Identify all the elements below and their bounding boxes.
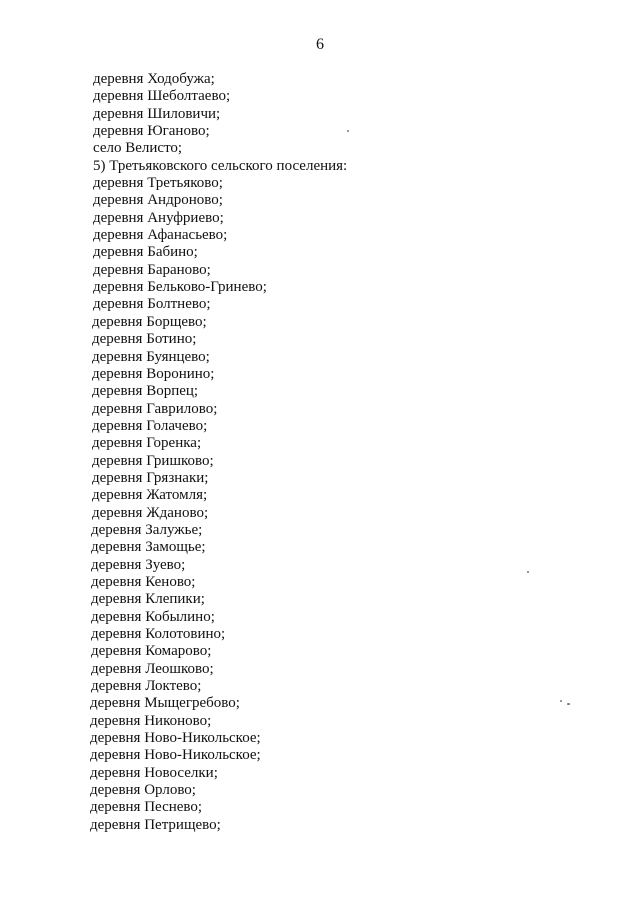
settlement-list-item: деревня Ново-Никольское; <box>90 730 261 747</box>
scan-speck <box>347 130 349 132</box>
settlement-list-item: деревня Бабино; <box>93 244 198 261</box>
settlement-list-item: 5) Третьяковского сельского поселения: <box>93 157 348 174</box>
settlement-list-item: деревня Комарово; <box>91 643 212 660</box>
settlement-list-item: деревня Ворпец; <box>92 383 199 400</box>
settlement-list-item: деревня Голачево; <box>92 417 208 434</box>
settlement-list-item: деревня Кобылино; <box>91 608 215 625</box>
settlement-list-item: деревня Новоселки; <box>90 764 218 781</box>
settlement-list-item: деревня Ново-Никольское; <box>90 747 261 764</box>
settlement-list-item: деревня Горенка; <box>92 435 202 452</box>
settlement-list-item: деревня Ботино; <box>92 331 197 348</box>
settlement-list-item: деревня Жданово; <box>92 504 209 521</box>
settlement-list-item: деревня Шеболтаево; <box>93 88 231 105</box>
settlement-list-item: деревня Петрищево; <box>90 816 221 833</box>
settlement-list-item: деревня Жатомля; <box>92 487 208 504</box>
settlement-list <box>0 71 640 834</box>
settlement-list-item: деревня Орлово; <box>90 782 196 799</box>
settlement-list-item: деревня Ануфриево; <box>93 209 224 226</box>
settlement-list-item: деревня Кеново; <box>91 573 196 590</box>
scan-speck <box>527 571 529 573</box>
settlement-list-item: деревня Борщево; <box>92 313 207 330</box>
settlement-list-item: деревня Колотовино; <box>91 626 226 642</box>
settlement-list-item: деревня Никоново; <box>90 712 212 729</box>
settlement-list-item: деревня Песнево; <box>90 799 203 816</box>
settlement-list-item: деревня Бараново; <box>93 261 211 278</box>
settlement-list-item: деревня Буянцево; <box>92 348 210 365</box>
settlement-list-item: деревня Юганово; <box>93 123 210 140</box>
settlement-list-item: деревня Гришково; <box>92 452 214 469</box>
settlement-list-item: село Велисто; <box>93 140 183 157</box>
settlement-list-item: деревня Клепики; <box>91 591 205 608</box>
settlement-list-item: деревня Воронино; <box>92 365 215 382</box>
settlement-list-item: деревня Третьяково; <box>93 175 223 192</box>
settlement-list-item: деревня Ходобужа; <box>93 71 215 87</box>
settlement-list-item: деревня Гаврилово; <box>92 400 218 417</box>
settlement-list-item: деревня Бельково-Гринево; <box>93 279 267 296</box>
settlement-list-item: деревня Андроново; <box>93 192 223 209</box>
settlement-list-item: деревня Грязнаки; <box>92 469 209 486</box>
settlement-list-item: деревня Шиловичи; <box>93 105 221 122</box>
settlement-list-item: деревня Замощье; <box>91 539 206 556</box>
settlement-list-item: деревня Мыщегребово; <box>90 695 240 712</box>
settlement-list-item: деревня Афанасьево; <box>93 227 228 244</box>
scan-speck <box>560 700 562 702</box>
settlement-list-item: деревня Болтнево; <box>93 296 211 313</box>
settlement-list-item: деревня Зуево; <box>91 556 186 573</box>
scan-speck <box>567 703 570 705</box>
settlement-list-item: деревня Залужье; <box>91 521 203 538</box>
page-number: 6 <box>316 36 324 53</box>
settlement-list-item: деревня Локтево; <box>91 678 202 695</box>
settlement-list-item: деревня Леошково; <box>91 660 214 677</box>
